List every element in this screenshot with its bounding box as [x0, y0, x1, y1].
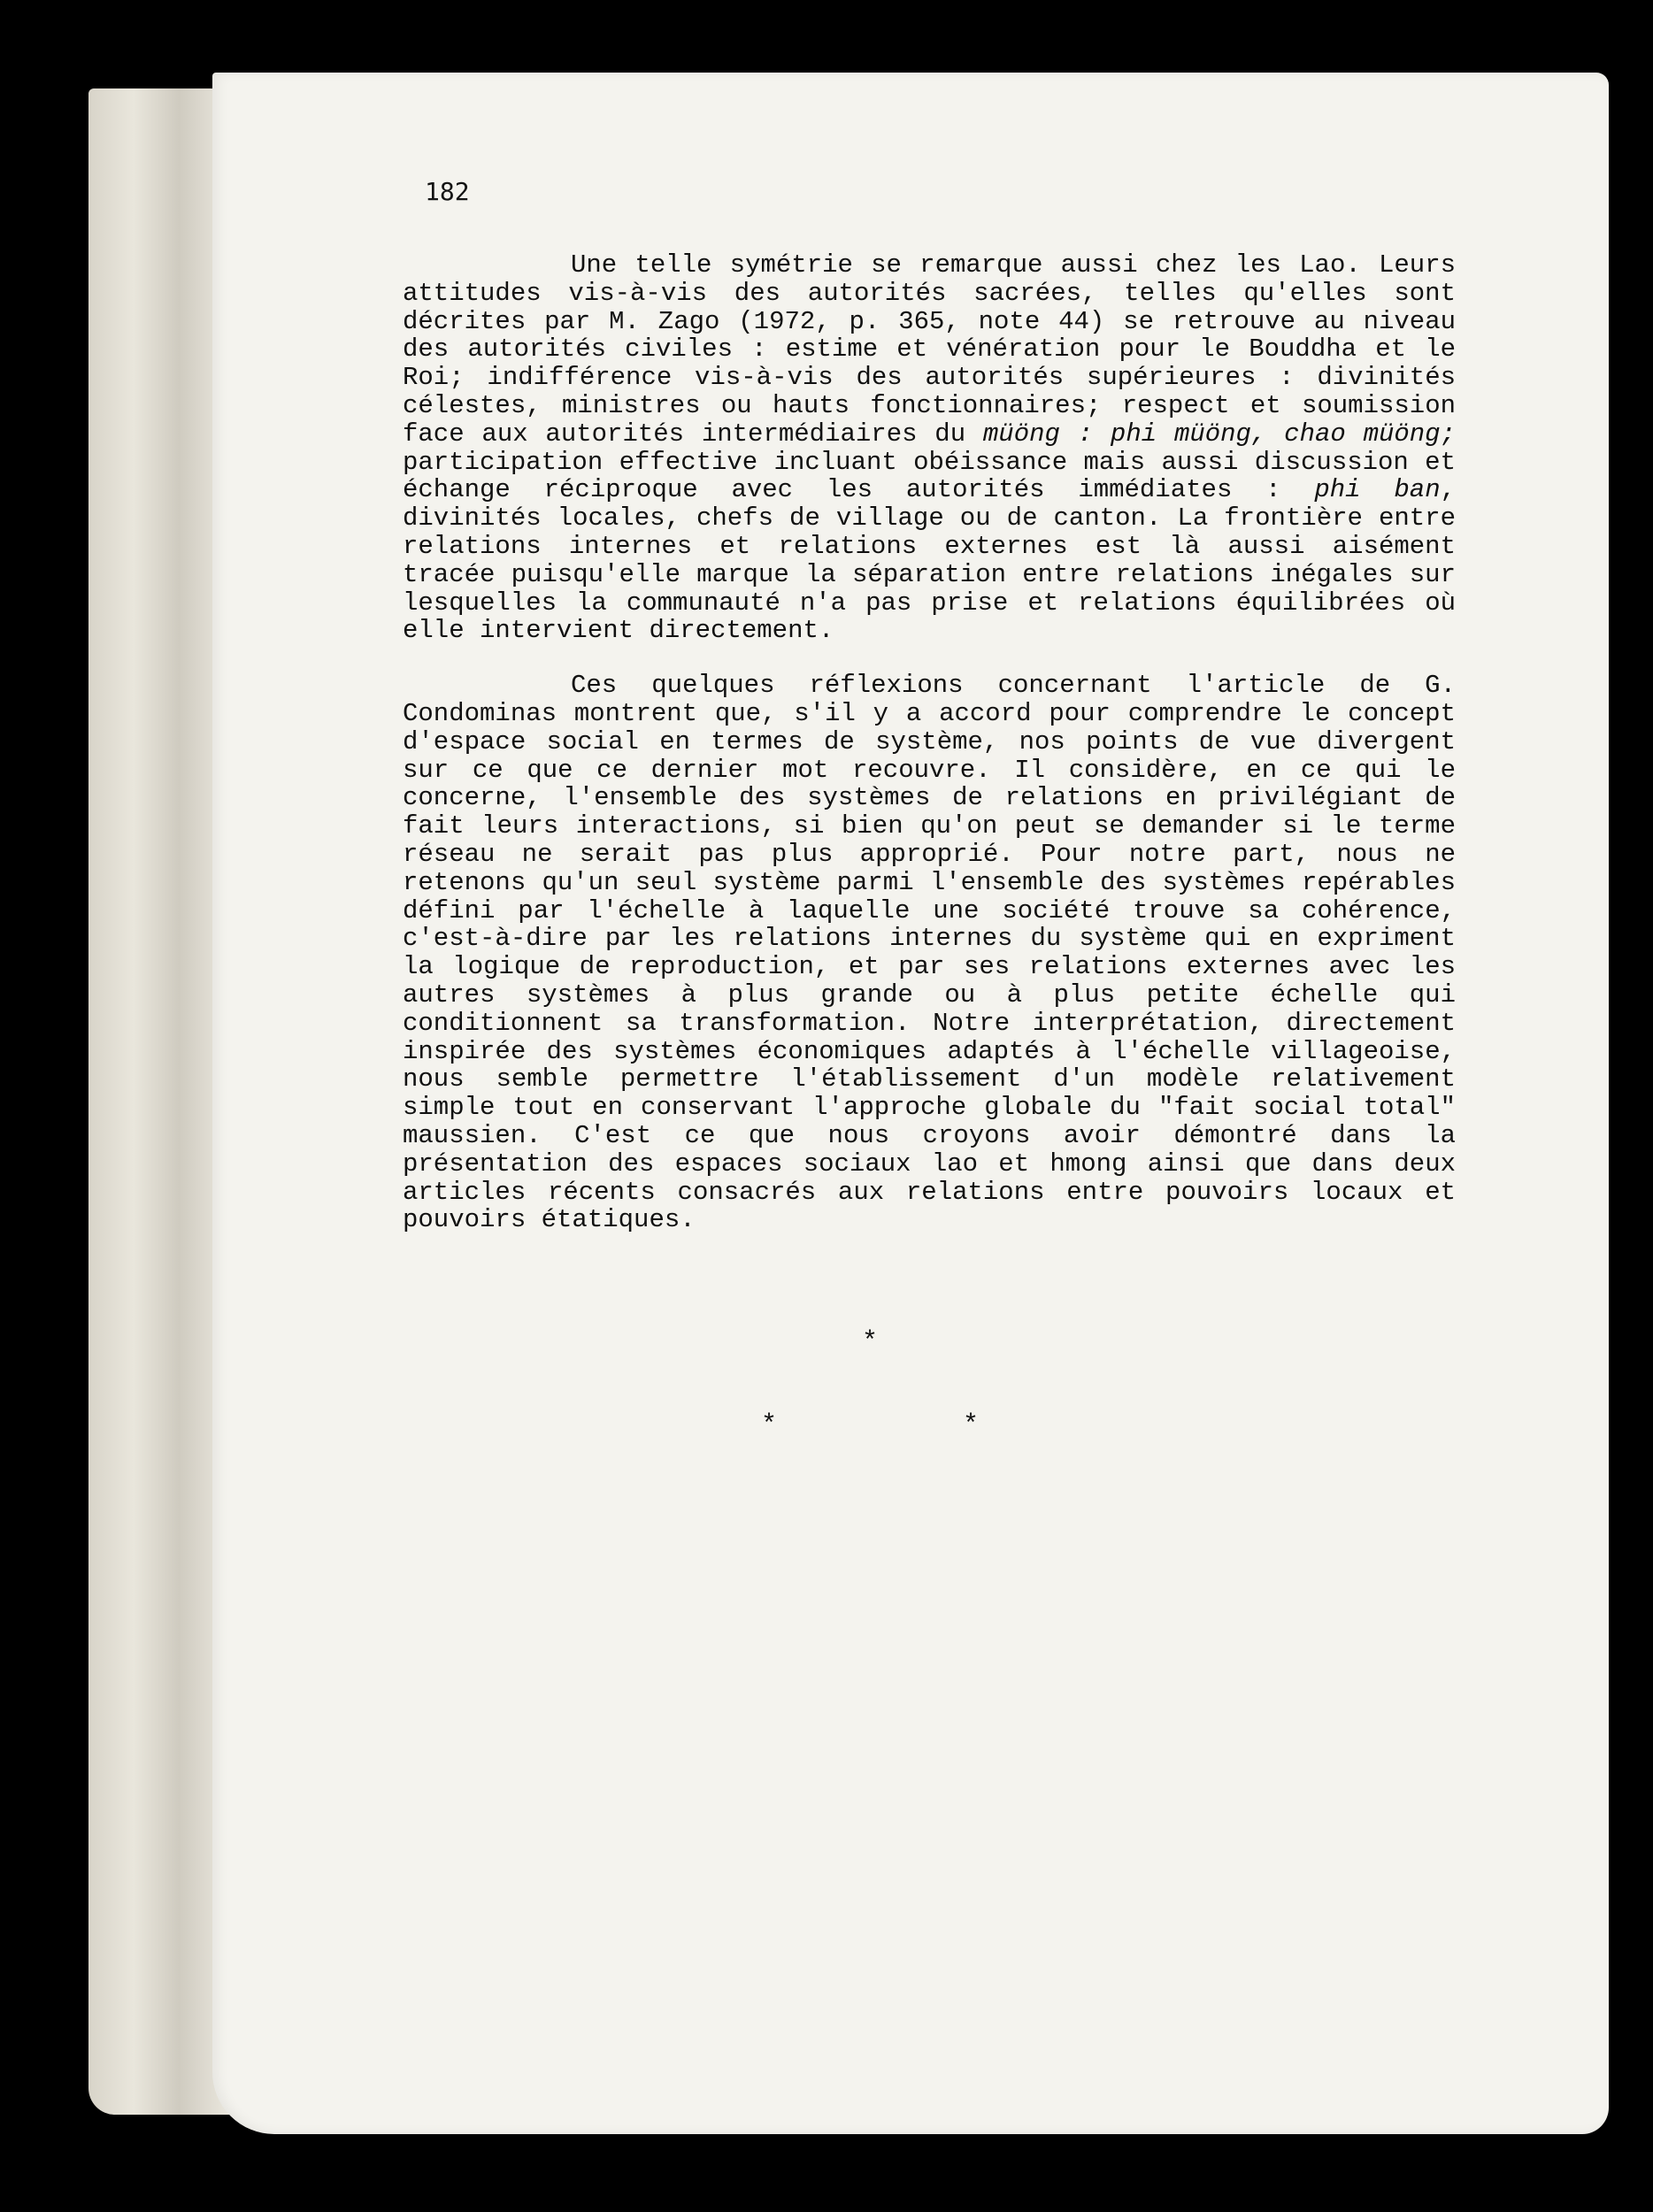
page-number: 182: [425, 177, 470, 206]
asterism-star-left: *: [761, 1410, 778, 1440]
asterism-star-right: *: [963, 1410, 980, 1440]
italic-term: müöng : phi müöng, chao müöng;: [982, 419, 1456, 449]
paragraph-condominas-reflections: Ces quelques réflexions concernant l'article de G. Condominas montrent que, s'il y a accord pour comprendre le concept d'espace social en termes de système, nos points de vue divergent sur ce que ce dernier mot recouvre. Il considère, en ce qui le concerne, l'ensemble des systèmes de relations en privilégiant de fait leurs interactions, si bien qu'on peut se demander si le terme réseau ne serait pas plus approprié. Pour notre part, nous ne retenons qu'un seul système parmi l'ensemble des systèmes repérables défini par l'échelle à laquelle une société trouve sa cohérence, c'est-à-dire par les relations internes du système qui en expriment la logique de reproduction, et par ses relations externes avec les autres systèmes à plus grande ou à plus petite échelle qui conditionnent sa transformation. Notre interprétation, directement inspirée des systèmes économiques adaptés à l'échelle villageoise, nous semble permettre l'établissement d'un modèle relativement simple tout en conservant l'approche globale du "fait social total" maussien. C'est ce que nous croyons avoir démontré dans la présentation des espaces sociaux lao et hmong ainsi que dans deux articles récents consacrés aux relations entre pouvoirs locaux et pouvoirs étatiques.: [403, 671, 1456, 1235]
asterism-star-top: *: [862, 1327, 879, 1357]
paragraph-text: , divinités locales, chefs de village ou de canton. La frontière entre relations internes et relations externes est là aussi aisément tracée puisqu'elle marque la séparation entre relations inégales sur lesquelles la communauté n'a pas prise et relations équilibrées où elle intervient directement.: [403, 475, 1457, 646]
paragraph-text: participation effective incluant obéissance mais aussi discussion et échange réciproque avec les autorités immédiates :: [403, 447, 1456, 505]
italic-term: phi ban: [1314, 475, 1441, 505]
paragraph-lao-symmetry: [403, 251, 1456, 645]
paragraph-text: Une telle symétrie se remarque aussi chez les Lao. Leurs attitudes vis-à-vis des autorités sacrées, telles qu'elles sont décrites par M. Zago (1972, p. 365, note 44) se retrouve au niveau des autorités civiles : estime et vénération pour le Bouddha et le Roi; indifférence vis-à-vis des autorités supérieures : divinités célestes, ministres ou hauts fonctionnaires; respect et soumission face aux autorités intermédiaires du: [403, 250, 1456, 449]
body-text: [403, 251, 1456, 1234]
